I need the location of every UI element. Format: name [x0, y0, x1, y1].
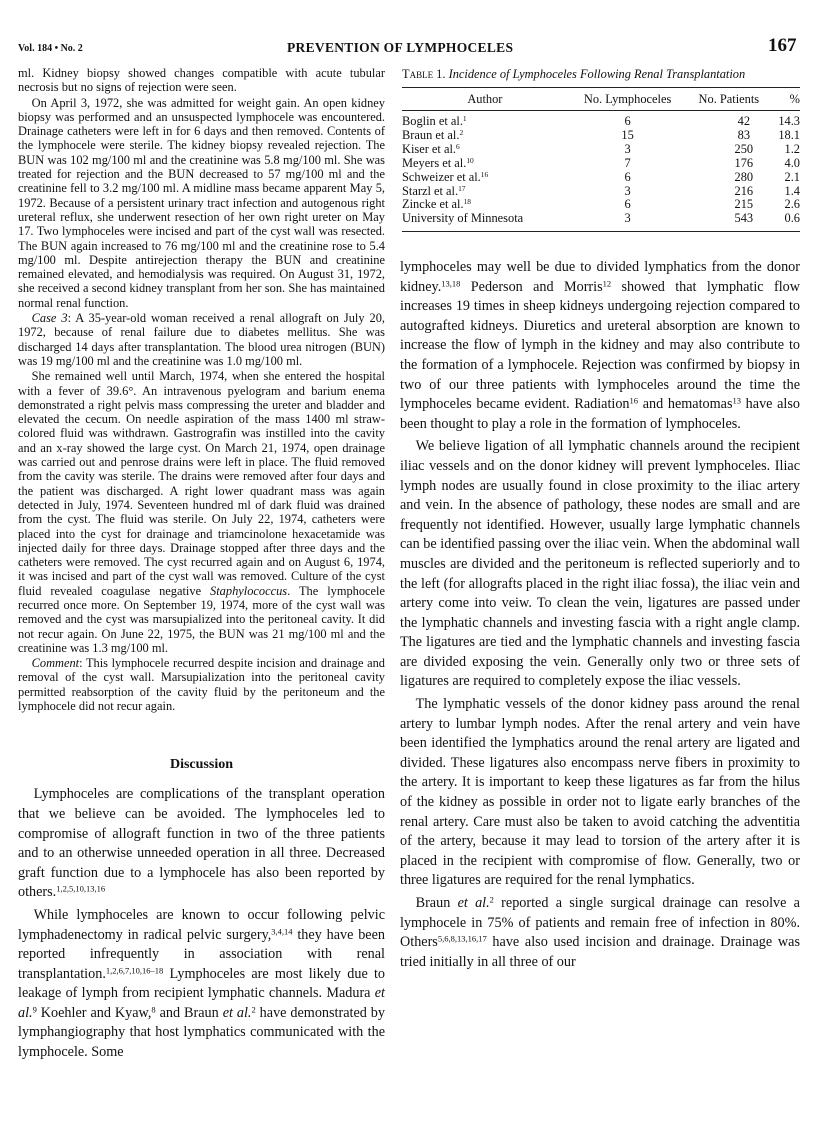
table-caption: [402, 67, 800, 82]
text: they have been reported infrequently in association with renal transplantation.: [18, 926, 385, 982]
paragraph: [18, 906, 385, 1063]
percent-cell: 1.4: [784, 183, 800, 198]
lymphoceles-cell: 3: [624, 183, 631, 198]
citation-superscript: 16: [629, 395, 639, 406]
citation-superscript: 18: [463, 197, 471, 207]
table-row: [402, 111, 800, 129]
page-number: 167: [768, 35, 797, 56]
text: She remained well until March, 1974, when she entered the hospital with a fever of 39.6°. An intravenous pyelogram and barium enema demonstrated a right pelvis mass compressing the ureter and bladder and elevated the cecum. On needle aspiration of the mass 1400 ml straw-colored fluid was withdrawn. Gastrografin was instilled into the cavity and an x-ray showed the large cyst. On March 21, 1974, open drainage was carried out and penrose drains were left in place. The fluid removed from the cavity was sterile. The drains were removed after four days and the patient was discharged. A right lower quadrant mass was again detected in July, 1974. Seventeen hundred ml of dark fluid was drained from the cyst. The fluid was sterile. On July 22, 1974, catheters were placed into the cyst for drainage and triamcinolone hexacetamide was injected daily for three days. Drainage stopped after three days and the catheters were removed. The cyst recurred again and on August 6, 1974, it was incised and part of the cyst wall was removed. Culture of the cyst fluid revealed coagulase negative: [18, 369, 385, 598]
author-name: Schweizer et al.: [402, 169, 481, 184]
percent-cell: 14.3: [778, 114, 800, 128]
citation-superscript: 13,18: [441, 277, 461, 288]
author-cell: [402, 171, 568, 185]
lymphoceles-cell: 6: [624, 169, 631, 184]
text: Lymphoceles are most likely due to leakage of lymph from recipient lymphatic channels. Madura: [18, 965, 385, 1002]
table-row: [402, 185, 800, 199]
table-row: [402, 198, 800, 212]
citation-superscript: 5,6,8,13,16,17: [437, 933, 487, 944]
italic-text: Staphylococcus: [210, 583, 288, 598]
text: . The lymphocele recurred once more. On September 19, 1974, more of the cyst wall was removed and the cyst was marsupialized into the peritoneal cavity. It did not recur again. On June 22, 1975, the BUN was 21 mg/100 ml and the creatinine was 1.3 mg/100 ml.: [18, 583, 385, 655]
text: Braun: [415, 895, 458, 911]
discussion-heading: Discussion: [169, 757, 234, 773]
paragraph: [400, 894, 800, 972]
percent-cell: 18.1: [778, 127, 800, 142]
italic-text: Comment: [31, 656, 80, 671]
col-lymphoceles: No. Lymphoceles: [568, 88, 688, 111]
paragraph: [18, 96, 385, 310]
author-cell: [402, 143, 568, 157]
text: Lymphoceles are complications of the transplant operation that we believe can be avoided. The lymphoceles led to compromise of allograft function in two of the three patients and to an otherwise unneeded operation in all three. Decreased graft function due to a lymphocele has also been reported by others.: [18, 786, 385, 901]
author-name: University of Minnesota: [402, 211, 524, 226]
text: ml. Kidney biopsy showed changes compatible with acute tubular necrosis but no signs of rejection were seen.: [18, 66, 385, 95]
citation-superscript: 1,2,6,7,10,16–18: [105, 965, 164, 976]
text: reported a single surgical drainage can resolve a lymphocele in 75% of patients and remain free of infection in 80%. Others: [400, 895, 800, 951]
col-author: Author: [402, 88, 568, 111]
author-name: Braun et al.: [402, 127, 460, 142]
percent-cell: 4.0: [784, 155, 800, 170]
patients-cell: 250: [734, 141, 754, 156]
citation-superscript: 3,4,14: [271, 925, 293, 936]
lymphoceles-cell: 15: [621, 127, 634, 142]
percent-cell: 1.2: [784, 141, 800, 156]
italic-text: et al.: [18, 985, 385, 1021]
patients-cell: 42: [737, 114, 751, 128]
table-row: [402, 143, 800, 157]
author-cell: [402, 111, 568, 129]
patients-cell: 216: [734, 183, 754, 198]
text: While lymphoceles are known to occur following pelvic lymphadenectomy in radical pelvic surgery,: [18, 906, 385, 943]
patients-cell: 215: [734, 197, 754, 212]
lymphoceles-cell: 6: [624, 197, 631, 212]
paragraph: [18, 311, 385, 368]
col-percent: %: [770, 88, 800, 111]
italic-text: et al.: [457, 895, 490, 911]
text: have demonstrated by lymphangiography that host lymphatics communicated with the lymphocele. Some: [18, 1004, 385, 1061]
author-cell: [402, 185, 568, 199]
author-name: Kiser et al.: [402, 141, 457, 156]
text: The lymphatic vessels of the donor kidney pass around the renal artery to lumbar lymph nodes. After the renal artery and vein have been identified the lymphatics around the renal artery are ligated and divided. These ligatures also encompass nerve fibers in proximity to the artery. It is important to keep these ligatures as far from the hilus of the kidney as possible in order not to ligate early branches of the renal artery. Care must also be taken to avoid catching the adventitia of the artery, because it may lead to torsion of the artery after it is placed in the recipient with compromise of flow. Generally, two or three ligatures are required for the renal lymphatics.: [400, 696, 800, 889]
citation-superscript: 10: [466, 155, 474, 165]
patients-cell: 280: [734, 169, 754, 184]
table-row: [402, 212, 800, 231]
running-title: PREVENTION OF LYMPHOCELES: [287, 40, 514, 55]
text: We believe ligation of all lymphatic channels around the recipient iliac vessels and on the donor kidney will prevent lymphoceles. Iliac lymph nodes are usually found in close proximity to the iliac artery and vein. In the absence of pathology, these nodes are small and are frequently not identified. However, usually large lymphatic channels can be identified passing over the iliac vein. When the abdominal wall muscles are divided and the peritoneum is reflected superiorly and to the left (for allografts placed in the right iliac fossa), the iliac vein and artery come into veiw. To clean the vein, ligatures are passed under the lymphatic channels and investing fascia with a right angle clamp. The ligatures are tied and the lymphatic channels and investing fascia are divided exposing the vein. Generally only two or three sets of ligatures are required to completely expose the iliac vessels.: [400, 438, 800, 690]
incidence-table: [402, 87, 800, 232]
citation-superscript: 16: [480, 169, 489, 179]
text: and hematomas: [638, 396, 733, 413]
text: and Braun: [155, 1004, 223, 1021]
author-name: Zincke et al.: [402, 197, 464, 212]
table-row: [402, 171, 800, 185]
paragraph: [18, 66, 385, 95]
table-row: [402, 129, 800, 143]
text: Koehler and Kyaw,: [36, 1004, 152, 1021]
table-header-row: [402, 88, 800, 111]
author-cell: [402, 212, 568, 231]
citation-superscript: 2: [459, 127, 464, 137]
citation-superscript: 2: [489, 894, 494, 905]
text: : A 35-year-old woman received a renal allograft on July 20, 1972, because of renal failure due to diabetes mellitus. She was discharged 14 days after transplantation. The blood urea nitrogen (BUN) was 19 mg/100 ml and the creatinine was 1.0 mg/100 ml.: [18, 311, 386, 368]
italic-text: et al.: [222, 1004, 252, 1021]
author-cell: [402, 198, 568, 212]
table-title: Incidence of Lymphoceles Following Renal Transplantation: [448, 67, 746, 81]
italic-text: Case 3: [31, 311, 68, 326]
citation-superscript: 6: [456, 141, 460, 151]
left-column: [18, 66, 385, 1066]
text: On April 3, 1972, she was admitted for weight gain. An open kidney biopsy was performed and an unsuspected lymphocele was encountered. Drainage catheters were left in for 6 days and then removed. Contents of the lymphocele were sterile. The kidney biopsy revealed rejection. The BUN was 102 mg/100 ml and the creatinine was 5.8 mg/100 ml. She was treated for rejection and the BUN decreased to 57 mg/100 ml and the creatinine fell to 3.2 mg/100 ml. A midline mass became apparent May 5, 1972. Because of a persistent urinary tract infection and autogenous right ureteral reflux, she underwent resection of her own right ureter on May 17. Two lymphoceles were incised and part of the cyst wall was resected. The BUN again increased to 76 mg/100 ml and the creatinine rose to 5.4 mg/100 ml. Despite antirejection therapy the BUN and creatinine remained elevated, and hemodialysis was required. On August 31, 1972, she received a second kidney transplant from her son. She has maintained normal renal function.: [18, 95, 385, 310]
discussion-text-left: [18, 785, 385, 1062]
percent-cell: 2.6: [784, 197, 800, 212]
paragraph: [400, 258, 800, 434]
text: Pederson and Morris: [460, 278, 603, 295]
citation-superscript: 12: [602, 277, 612, 288]
col-patients: No. Patients: [687, 88, 770, 111]
author-name: Starzl et al.: [402, 183, 459, 198]
patients-cell: 543: [734, 211, 754, 226]
table-row: [402, 157, 800, 171]
volume-issue: Vol. 184 • No. 2: [18, 43, 83, 54]
case-report-text: [18, 66, 385, 713]
citation-superscript: 9: [32, 1004, 37, 1015]
citation-superscript: 13: [732, 395, 741, 406]
paragraph: [18, 785, 385, 903]
paragraph: [400, 437, 800, 692]
author-cell: [402, 157, 568, 171]
paragraph: [18, 656, 385, 713]
citation-superscript: 1: [462, 113, 467, 123]
citation-superscript: 17: [458, 183, 466, 193]
paragraph: [18, 369, 385, 655]
citation-superscript: 8: [151, 1004, 156, 1015]
discussion-text-right: [400, 258, 800, 975]
paragraph: [400, 695, 800, 891]
citation-superscript: 2: [251, 1004, 256, 1015]
percent-cell: 0.6: [784, 211, 800, 226]
text: lymphoceles may well be due to divided lymphatics from the donor kidney.: [400, 259, 800, 295]
lymphoceles-cell: 3: [624, 141, 631, 156]
author-name: Meyers et al.: [402, 155, 467, 170]
citation-superscript: 1,2,5,10,13,16: [56, 883, 106, 894]
patients-cell: 176: [734, 155, 754, 170]
lymphoceles-cell: 7: [624, 155, 631, 170]
patients-cell: 83: [737, 127, 751, 142]
table-1: [402, 67, 800, 232]
text: have also used incision and drainage. Drainage was tried initially in all three of our: [400, 934, 800, 970]
lymphoceles-cell: 3: [624, 211, 631, 226]
author-name: Boglin et al.: [402, 114, 463, 128]
author-cell: [402, 129, 568, 143]
text: showed that lymphatic flow increases 19 times in sheep kidneys undergoing rejection compared to autografted kidneys. Diuretics and ureteral absorption are known to increase the flow of lymph in the kidney and may also contribute to the formation of a lymphocele. Rejection was confirmed by biopsy in two of our three patients with lymphoceles around the time the lymphoceles became evident. Radiation: [400, 278, 800, 413]
percent-cell: 2.1: [784, 169, 800, 184]
text: : This lymphocele recurred despite incision and drainage and removal of the cyst wall. Marsupialization into the peritoneal cavity permitted reabsorption of the cavity fluid by the peritoneum and the lymphocele did not recur again.: [18, 656, 385, 714]
table-label: Table 1.: [402, 67, 446, 81]
lymphoceles-cell: 6: [624, 114, 631, 128]
text: have also been thought to play a role in the formation of lymphoceles.: [400, 396, 800, 432]
